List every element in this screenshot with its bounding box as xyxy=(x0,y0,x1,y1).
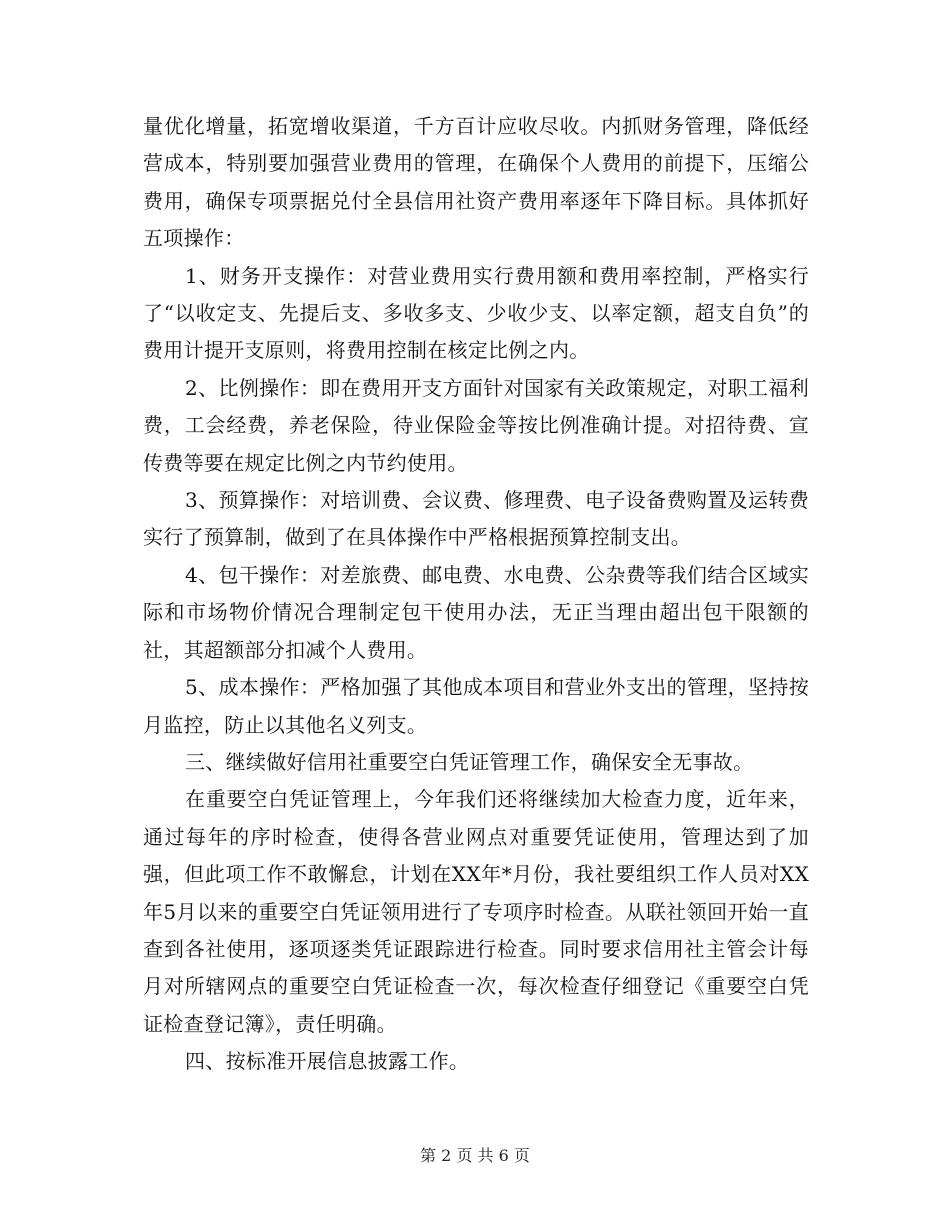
paragraph-section-3-body: 在重要空白凭证管理上，今年我们还将继续加大检查力度，近年来，通过每年的序时检查，使得各营业网点对重要凭证使用，管理达到了加强，但此项工作不敢懈怠，计划在XX年*月份，我社要组织工作人员对XX年5月以来的重要空白凭证领用进行了专项序时检查。从联社领回开始一直查到各社使用，逐项逐类凭证跟踪进行检查。同时要求信用社主管会计每月对所辖网点的重要空白凭证检查一次，每次检查仔细登记《重要空白凭证检查登记簿》，责任明确。 xyxy=(143,787,809,1036)
section-heading-4: 四、按标准开展信息披露工作。 xyxy=(185,1049,470,1074)
paragraph-item-3: 3、预算操作：对培训费、会议费、修理费、电子设备费购置及运转费实行了预算制，做到了在具体操作中严格根据预算控制支出。 xyxy=(143,488,809,550)
paragraph-item-4: 4、包干操作：对差旅费、邮电费、水电费、公杂费等我们结合区域实际和市场物价情况合理制定包干使用办法，无正当理由超出包干限额的社，其超额部分扣减个人费用。 xyxy=(143,562,809,662)
paragraph-item-2: 2、比例操作：即在费用开支方面针对国家有关政策规定，对职工福利费，工会经费，养老保险，待业保险金等按比例准确计提。对招待费、宣传费等要在规定比例之内节约使用。 xyxy=(143,375,809,475)
page-number-footer: 第 2 页 共 6 页 xyxy=(420,1146,530,1165)
paragraph-continuation: 量优化增量，拓宽增收渠道，千方百计应收尽收。内抓财务管理，降低经营成本，特别要加强营业费用的管理，在确保个人费用的前提下，压缩公费用，确保专项票据兑付全县信用社资产费用率逐年下降目标。具体抓好五项操作： xyxy=(143,114,809,251)
section-heading-3: 三、继续做好信用社重要空白凭证管理工作，确保安全无事故。 xyxy=(185,749,754,774)
document-body xyxy=(143,108,809,1081)
paragraph-item-5: 5、成本操作：严格加强了其他成本项目和营业外支出的管理，坚持按月监控，防止以其他名义列支。 xyxy=(143,675,809,737)
paragraph-item-1: 1、财务开支操作：对营业费用实行费用额和费用率控制，严格实行了“以收定支、先提后支、多收多支、少收少支、以率定额，超支自负”的费用计提开支原则，将费用控制在核定比例之内。 xyxy=(143,263,809,363)
